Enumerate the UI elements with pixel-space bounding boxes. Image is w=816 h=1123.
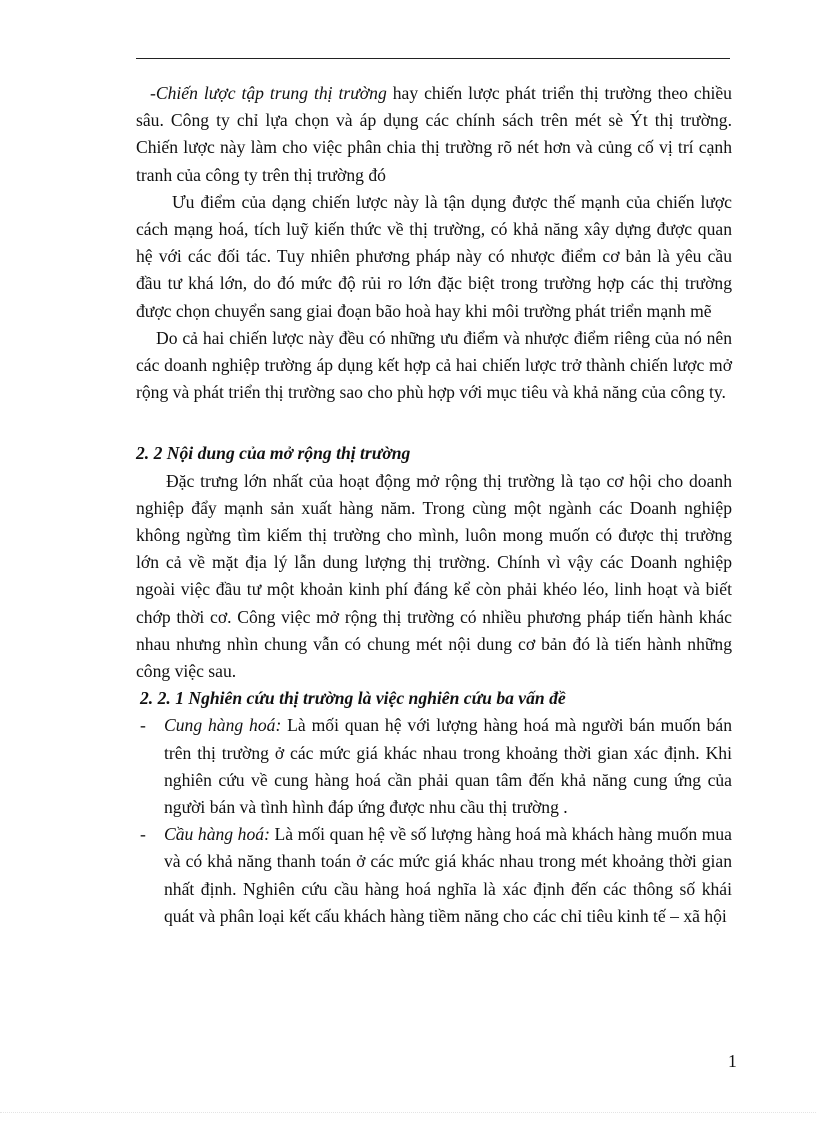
document-body <box>136 80 732 930</box>
term-market-focus: Chiến lược tập trung thị trường <box>155 83 387 103</box>
page-number: 1 <box>728 1051 737 1071</box>
bullet-demand-text: Là mối quan hệ về số lượng hàng hoá mà khách hàng muốn mua và có khả năng thanh toán ở các mức giá khác nhau trong mét khoảng thời gian nhất định. Nghiên cứu cầu hàng hoá nghĩa là xác định đến các thông số khái quát và phân loại kết cấu khách hàng tiềm năng cho các chỉ tiêu kinh tế – xã hội <box>164 824 732 926</box>
paragraph-market-focus-text: hay chiến lược phát triển thị trường theo chiều sâu. Công ty chỉ lựa chọn và áp dụng các chính sách trên mét sè Ýt thị trường. Chiến lược này làm cho việc phân chia thị trường rõ nét hơn và củng cố vị trí cạnh tranh của công ty trên thị trường đó <box>136 83 732 185</box>
page-bottom-edge <box>0 1112 816 1113</box>
bullet-demand <box>136 821 732 930</box>
header-rule <box>136 58 730 59</box>
paragraph-combined-strategy: Do cả hai chiến lược này đều có những ưu điểm và nhược điểm riêng của nó nên các doanh nghiệp trường áp dụng kết hợp cả hai chiến lược trở thành chiến lược mở rộng và phát triển thị trường sao cho phù hợp với mục tiêu và khả năng của công ty. <box>136 327 732 403</box>
paragraph-section-intro: Đặc trưng lớn nhất của hoạt động mở rộng thị trường là tạo cơ hội cho doanh nghiệp đẩy mạnh sản xuất hàng năm. Trong cùng một ngành các Doanh nghiệp không ngừng tìm kiếm thị trường cho mình, luôn mong muốn có được thị trường lớn cả về mặt địa lý lẫn dung lượng thị trường. Chính vì vậy các Doanh nghiệp ngoài việc đầu tư một khoản kinh phí đáng kể còn phải khéo léo, linh hoạt và biết chớp thời cơ. Công việc mở rộng thị trường có nhiều phương pháp tiến hành khác nhau nhưng nhìn chung vẫn có chung mét nội dung cơ bản đó là tiến hành những công việc sau. <box>136 470 732 682</box>
bullet-supply-text: Là mối quan hệ với lượng hàng hoá mà người bán muốn bán trên thị trường ở các mức giá khác nhau trong khoảng thời gian xác định. Khi nghiên cứu về cung hàng hoá cần phải quan tâm đến khả năng cung ứng của người bán và tình hình đáp ứng được nhu cầu thị trường . <box>164 715 732 818</box>
paragraph-advantages: Ưu điểm của dạng chiến lược này là tận dụng được thế mạnh của chiến lược cách mạng hoá, tích luỹ kiến thức về thị trường, có khả năng xây dựng được quan hệ với các đối tác. Tuy nhiên phương pháp này có nhược điểm cơ bản là yêu cầu đầu tư khá lớn, do đó mức độ rủi ro lớn đặc biệt trong trường hợp các thị trường được chọn chuyển sang giai đoạn bão hoà hay khi môi trường phát triển mạnh mẽ <box>136 191 732 321</box>
bullet-dash: - <box>140 824 146 845</box>
term-supply: Cung hàng hoá: <box>164 715 282 736</box>
bullet-supply <box>136 712 732 821</box>
subsection-heading: 2. 2. 1 Nghiên cứu thị trường là việc nghiên cứu ba vấn đề <box>140 688 566 709</box>
bullet-dash: - <box>140 715 146 736</box>
term-demand: Cầu hàng hoá: <box>164 824 270 845</box>
paragraph-market-focus: -Chiến lược tập trung thị trường hay chiến lược phát triển thị trường theo chiều sâu. Công ty chỉ lựa chọn và áp dụng các chính sách trên mét sè Ýt thị trường. Chiến lược này làm cho việc phân chia thị trường rõ nét hơn và củng cố vị trí cạnh tranh của công ty trên thị trường đó <box>136 83 732 185</box>
section-heading: 2. 2 Nội dung của mở rộng thị trường <box>136 443 411 464</box>
